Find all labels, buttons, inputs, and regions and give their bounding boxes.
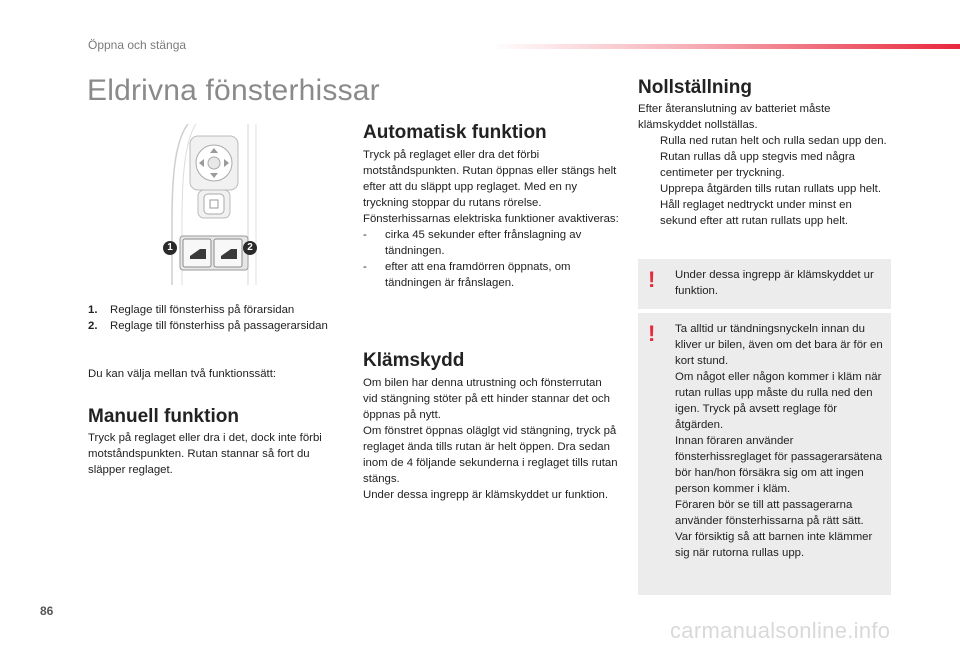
illustration-legend bbox=[88, 302, 350, 334]
warning-text bbox=[675, 321, 883, 561]
warning-text: Under dessa ingrepp är klämskyddet ur funktion. bbox=[675, 269, 874, 297]
dash-bullet: - bbox=[363, 261, 367, 273]
reset-step-text: Upprepa åtgärden tills rutan rullats upp helt. bbox=[660, 183, 881, 195]
warning-icon: ! bbox=[648, 267, 656, 292]
intro-text: Du kan välja mellan två funktionssätt: bbox=[88, 368, 277, 380]
legend-number: 2. bbox=[88, 320, 98, 332]
pinch-body bbox=[363, 375, 619, 503]
reset-body bbox=[638, 101, 888, 229]
legend-item bbox=[88, 302, 350, 318]
legend-number: 1. bbox=[88, 304, 98, 316]
pinch-heading: Klämskydd bbox=[363, 350, 465, 371]
warning-box-pinch bbox=[638, 259, 891, 309]
header-accent-bar bbox=[490, 44, 960, 49]
callout-2: 2 bbox=[243, 241, 257, 255]
section-header: Öppna och stänga bbox=[88, 38, 187, 52]
warning-paragraph: Var försiktig så att barnen inte klämmer sig när rutorna rullas upp. bbox=[675, 531, 873, 559]
reset-step-text: Rulla ned rutan helt och rulla sedan upp den. Rutan rullas då upp stegvis med några centimeter per tryckning. bbox=[660, 135, 887, 179]
automatic-paragraph: Tryck på reglaget eller dra det förbi motståndspunkten. Rutan öppnas eller stängs helt efter att du släppt upp reglaget. Med en ny tryckning stoppar du rutans rörelse. bbox=[363, 149, 617, 209]
reset-step bbox=[638, 133, 888, 181]
page-number: 86 bbox=[40, 604, 54, 618]
manual-body: Tryck på reglaget eller dra i det, dock inte förbi motståndspunkten. Rutan stannar så fort du släpper reglaget. bbox=[88, 432, 322, 476]
list-item bbox=[363, 227, 619, 259]
automatic-heading: Automatisk funktion bbox=[363, 122, 547, 143]
reset-intro: Efter återanslutning av batteriet måste klämskyddet nollställas. bbox=[638, 103, 831, 131]
pinch-paragraph: Under dessa ingrepp är klämskyddet ur funktion. bbox=[363, 489, 609, 501]
callout-1: 1 bbox=[163, 241, 177, 255]
list-item bbox=[363, 259, 619, 291]
manual-heading: Manuell funktion bbox=[88, 406, 239, 427]
warning-paragraph: Om något eller någon kommer i kläm när rutan rullas upp måste du rulla ned den igen. Tryck på avsett reglage för åtgärden. bbox=[675, 371, 882, 431]
watermark: carmanualsonline.info bbox=[670, 618, 891, 643]
reset-heading: Nollställning bbox=[638, 77, 752, 98]
reset-steps bbox=[638, 133, 888, 229]
page-title: Eldrivna fönsterhissar bbox=[87, 74, 380, 107]
legend-text: Reglage till fönsterhiss på förarsidan bbox=[110, 304, 295, 316]
warning-icon: ! bbox=[648, 321, 656, 346]
pinch-paragraph: Om fönstret öppnas oläglgt vid stängning, tryck på reglaget ända tills rutan är helt öppen. Dra sedan inom de 4 följande sekunderna i reglaget tills rutan stängs. bbox=[363, 425, 618, 485]
list-item-text: efter att ena framdörren öppnats, om tändningen är frånslagen. bbox=[385, 261, 571, 289]
warning-paragraph: Ta alltid ur tändningsnyckeln innan du kliver ur bilen, även om det bara är för en kort stund. bbox=[675, 323, 883, 367]
automatic-paragraph: Fönsterhissarnas elektriska funktioner avaktiveras: bbox=[363, 213, 619, 225]
warning-box-safety bbox=[638, 313, 891, 595]
pinch-paragraph: Om bilen har denna utrustning och fönsterrutan vid stängning stöter på ett hinder stannar det och öppnas på nytt. bbox=[363, 377, 610, 421]
reset-step-text: Håll reglaget nedtryckt under minst en sekund efter att rutan rullats upp helt. bbox=[660, 199, 852, 227]
automatic-body bbox=[363, 147, 619, 291]
list-item-text: cirka 45 sekunder efter frånslagning av tändningen. bbox=[385, 229, 582, 257]
dash-bullet: - bbox=[363, 229, 367, 241]
warning-paragraph: Föraren bör se till att passagerarna använder fönsterhissarna på rätt sätt. bbox=[675, 499, 864, 527]
warning-paragraph: Innan föraren använder fönsterhissreglaget för passagerarsätena bör han/hon försäkra sig om att ingen person kommer i kläm. bbox=[675, 435, 883, 495]
legend-item bbox=[88, 318, 350, 334]
legend-text: Reglage till fönsterhiss på passagerarsidan bbox=[110, 320, 328, 332]
window-switch-illustration bbox=[160, 122, 270, 287]
reset-step bbox=[638, 181, 888, 197]
deactivation-list bbox=[363, 227, 619, 291]
reset-step bbox=[638, 197, 888, 229]
